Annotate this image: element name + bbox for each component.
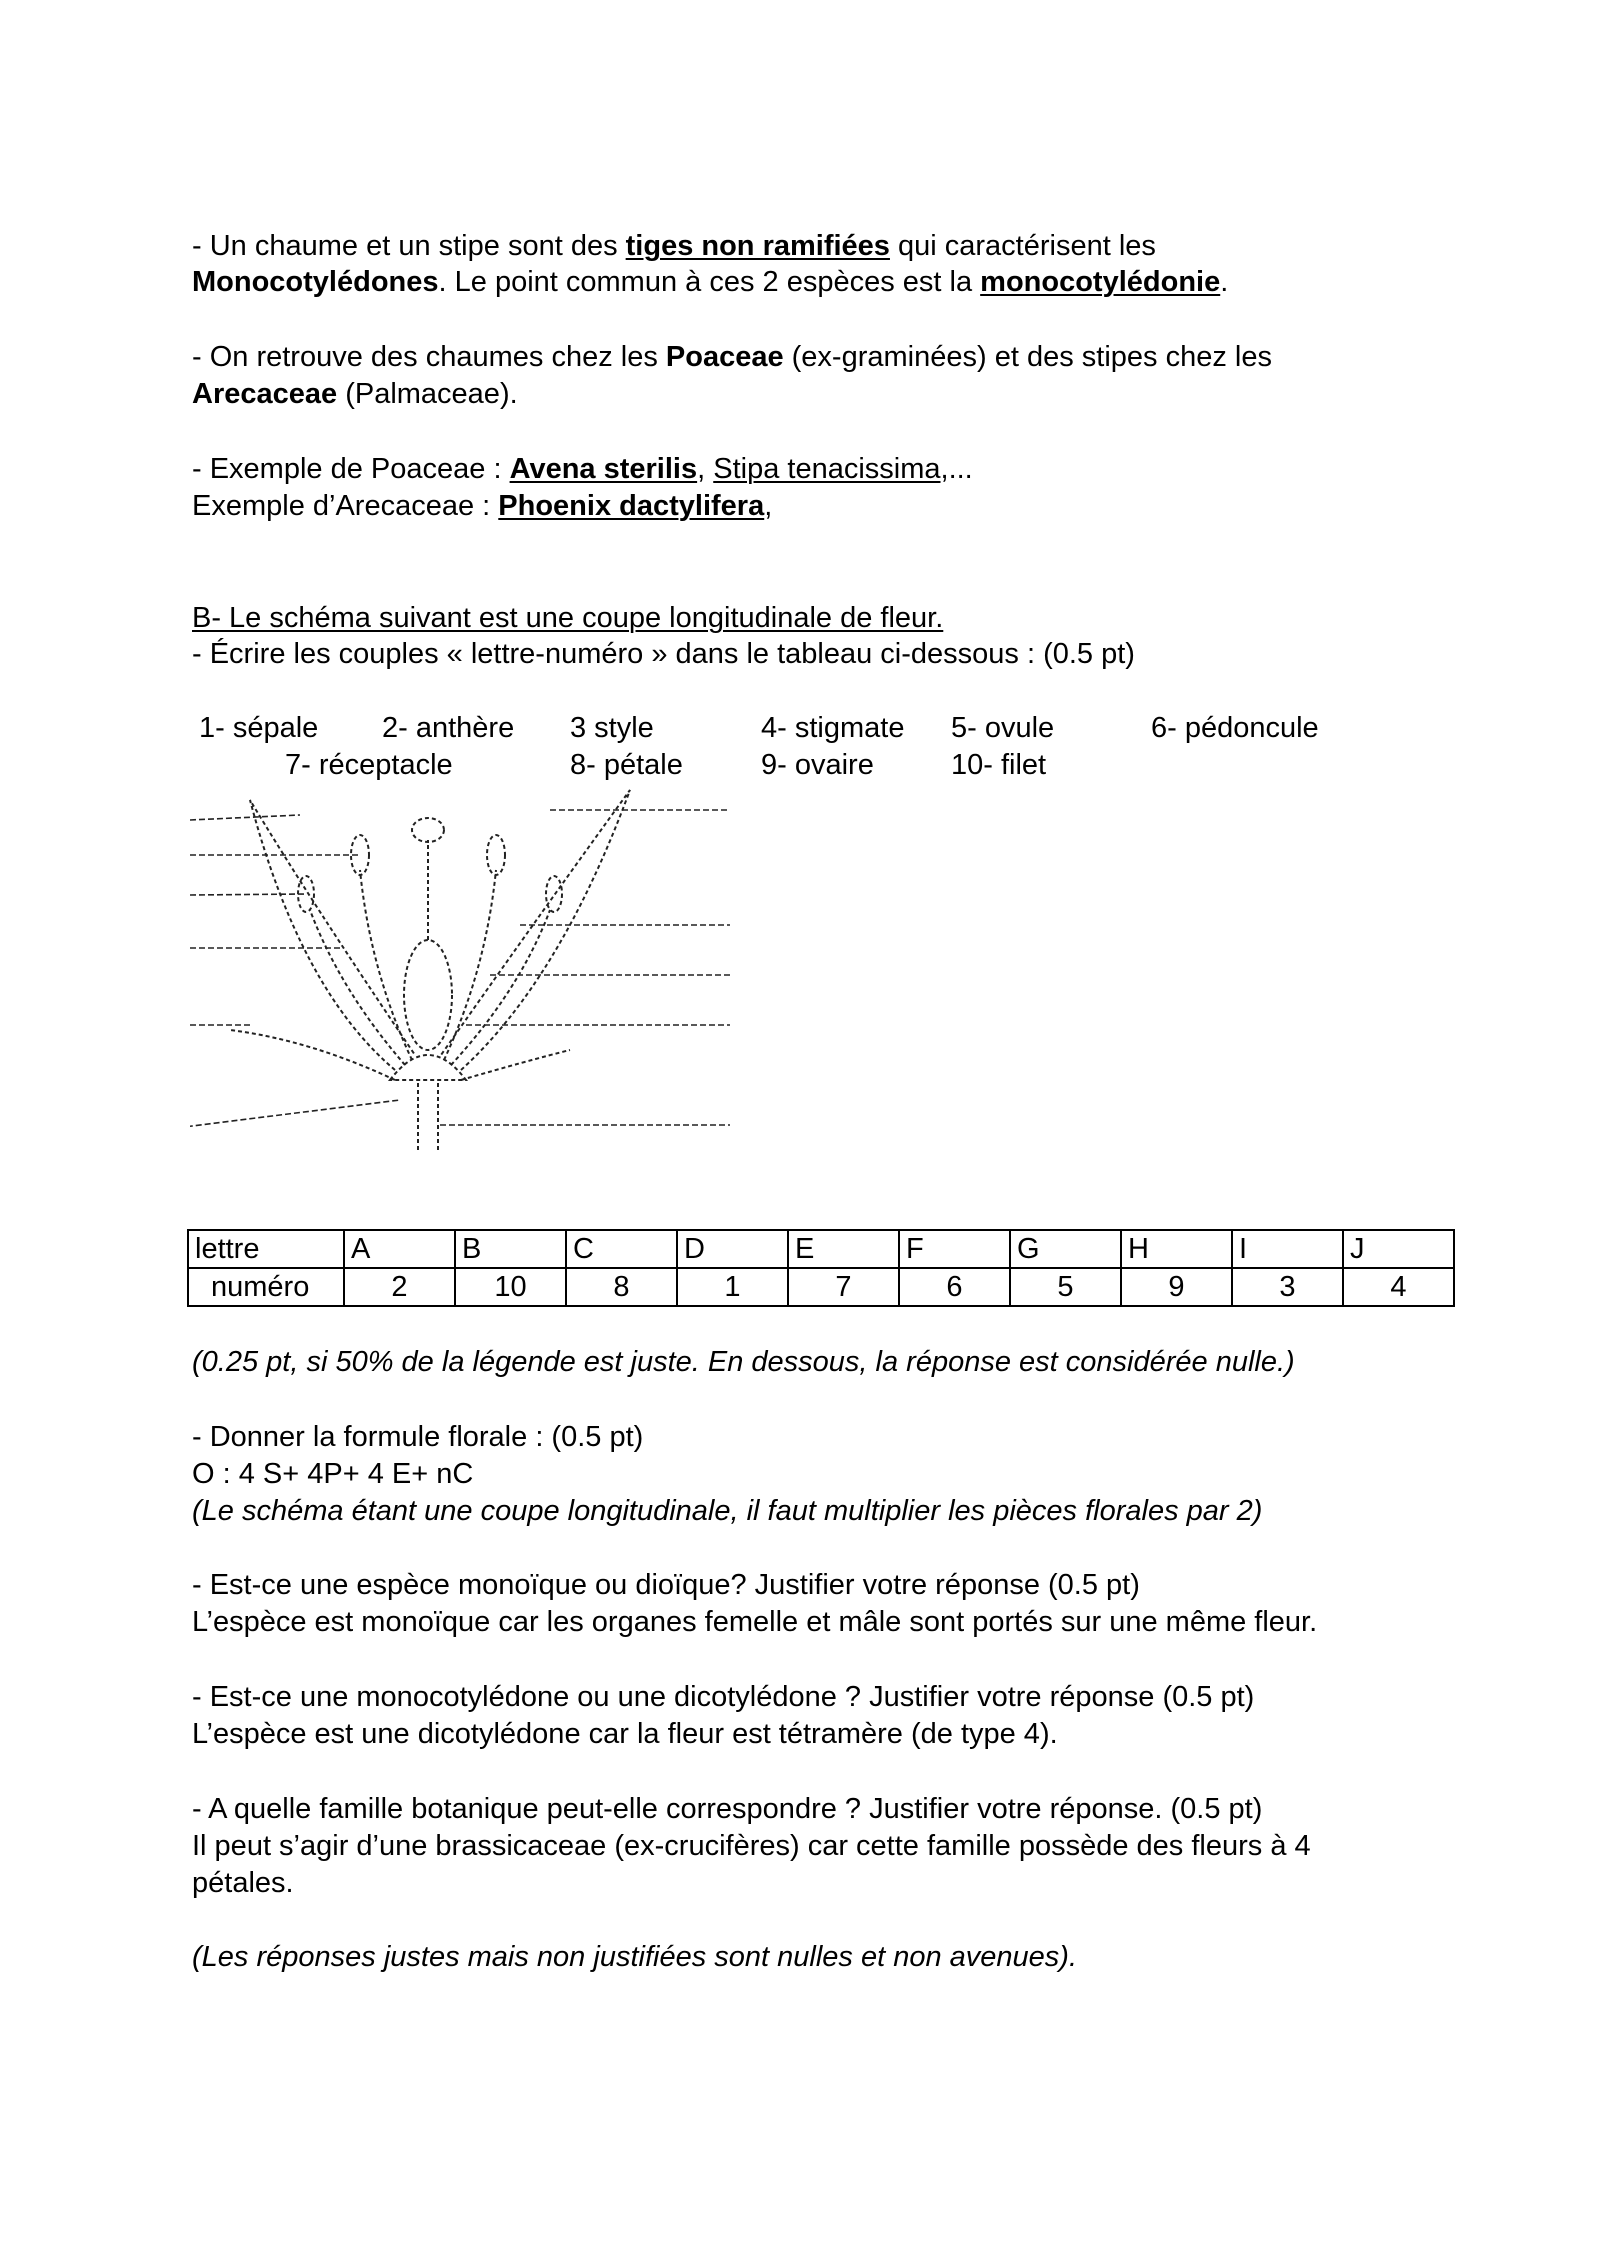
label-lines bbox=[190, 810, 730, 1130]
section-b-instruction: - Écrire les couples « lettre-numéro » dans le tableau ci-dessous : (0.5 pt) bbox=[192, 638, 1135, 670]
table-cell-letter: G bbox=[1010, 1230, 1121, 1268]
ovary bbox=[404, 940, 452, 1050]
final-note: (Les réponses justes mais non justifiées sont nulles et non avenues). bbox=[192, 1941, 1077, 1973]
table-row-header: lettre bbox=[188, 1230, 344, 1268]
table-cell-letter: J bbox=[1343, 1230, 1454, 1268]
intro-emphasis: tiges non ramifiées bbox=[625, 230, 890, 262]
grading-note: (0.25 pt, si 50% de la légende est juste. En dessous, la réponse est considérée nulle.) bbox=[192, 1346, 1295, 1378]
flower-section-diagram bbox=[190, 780, 790, 1160]
species-phoenix: Phoenix dactylifera bbox=[498, 490, 765, 522]
table-cell-letter: I bbox=[1232, 1230, 1343, 1268]
legend-item: 8- pétale bbox=[570, 749, 683, 781]
receptacle bbox=[390, 1055, 466, 1080]
cotyledon-question: - Est-ce une monocotylédone ou une dicotylédone ? Justifier votre réponse (0.5 pt) bbox=[192, 1681, 1255, 1713]
family-answer-line-2: pétales. bbox=[192, 1867, 294, 1899]
families-line-2 bbox=[192, 376, 1492, 413]
family-answer-line-1: Il peut s’agir d’une brassicaceae (ex-crucifères) car cette famille possède des fleurs à 4 bbox=[192, 1830, 1311, 1862]
table-cell-number: 8 bbox=[566, 1268, 677, 1306]
families-text: (ex-graminées) et des stipes chez les bbox=[783, 341, 1272, 373]
intro-text: - Un chaume et un stipe sont des bbox=[192, 230, 626, 262]
intro-line-1 bbox=[192, 228, 1492, 265]
table-cell-letter: E bbox=[788, 1230, 899, 1268]
pedicel bbox=[418, 1080, 438, 1150]
legend-item: 2- anthère bbox=[382, 712, 515, 744]
legend-item: 4- stigmate bbox=[761, 712, 905, 744]
formula-answer: O : 4 S+ 4P+ 4 E+ nC bbox=[192, 1458, 474, 1490]
examples-text: ,... bbox=[940, 453, 973, 485]
families-line-1 bbox=[192, 339, 1492, 376]
examples-text: Exemple d’Arecaceae : bbox=[192, 490, 499, 522]
species-avena: Avena sterilis bbox=[509, 453, 698, 485]
table-cell-number: 3 bbox=[1232, 1268, 1343, 1306]
monoecy-question: - Est-ce une espèce monoïque ou dioïque? Justifier votre réponse (0.5 pt) bbox=[192, 1569, 1140, 1601]
table-cell-letter: D bbox=[677, 1230, 788, 1268]
table-row-letters bbox=[188, 1230, 1454, 1268]
section-b-title-text: B- Le schéma suivant est une coupe longitudinale de fleur. bbox=[192, 602, 944, 634]
legend-item: 6- pédoncule bbox=[1151, 712, 1319, 744]
petal-left bbox=[250, 800, 415, 1070]
examples-text: , bbox=[697, 453, 714, 485]
monoecy-answer: L’espèce est monoïque car les organes femelle et mâle sont portés sur une même fleur. bbox=[192, 1606, 1318, 1638]
examples-text: - Exemple de Poaceae : bbox=[192, 453, 510, 485]
examples-line-2 bbox=[192, 488, 1492, 525]
table-cell-number: 10 bbox=[455, 1268, 566, 1306]
intro-text: . bbox=[1220, 266, 1229, 298]
table-cell-number: 5 bbox=[1010, 1268, 1121, 1306]
families-text: - On retrouve des chaumes chez les bbox=[192, 341, 666, 373]
table-cell-number: 2 bbox=[344, 1268, 455, 1306]
formula-question: - Donner la formule florale : (0.5 pt) bbox=[192, 1421, 644, 1453]
species-stipa: Stipa tenacissima bbox=[713, 453, 941, 485]
intro-text: . Le point commun à ces 2 espèces est la bbox=[438, 266, 981, 298]
legend-item: 7- réceptacle bbox=[285, 749, 453, 781]
table-row-header: numéro bbox=[188, 1268, 344, 1306]
intro-term: Monocotylédones bbox=[192, 266, 439, 298]
legend-item: 3 style bbox=[570, 712, 654, 744]
stamen-left bbox=[360, 870, 412, 1060]
table-cell-letter: B bbox=[455, 1230, 566, 1268]
letter-number-table bbox=[187, 1229, 1455, 1307]
examples-text: , bbox=[764, 490, 773, 522]
cotyledon-answer: L’espèce est une dicotylédone car la fleur est tétramère (de type 4). bbox=[192, 1718, 1058, 1750]
stamen-right bbox=[444, 870, 496, 1060]
table-cell-number: 4 bbox=[1343, 1268, 1454, 1306]
stamen-left-2 bbox=[310, 910, 405, 1065]
table-cell-letter: F bbox=[899, 1230, 1010, 1268]
table-cell-letter: C bbox=[566, 1230, 677, 1268]
section-b-title bbox=[192, 600, 1492, 637]
families-text: (Palmaceae). bbox=[337, 378, 518, 410]
anther-right-2 bbox=[546, 876, 562, 912]
table-row-numbers bbox=[188, 1268, 1454, 1306]
table-cell-number: 1 bbox=[677, 1268, 788, 1306]
table-cell-number: 6 bbox=[899, 1268, 1010, 1306]
legend-item: 10- filet bbox=[951, 749, 1047, 781]
legend bbox=[0, 710, 1600, 790]
family-term-arecaceae: Arecaceae bbox=[192, 378, 338, 410]
intro-line-2 bbox=[192, 264, 1492, 301]
examples-line-1 bbox=[192, 451, 1492, 488]
table-cell-number: 7 bbox=[788, 1268, 899, 1306]
table-cell-letter: H bbox=[1121, 1230, 1232, 1268]
family-term-poaceae: Poaceae bbox=[665, 341, 784, 373]
legend-item: 1- sépale bbox=[199, 712, 319, 744]
table-cell-letter: A bbox=[344, 1230, 455, 1268]
legend-item: 5- ovule bbox=[951, 712, 1055, 744]
intro-text: qui caractérisent les bbox=[889, 230, 1156, 262]
table-cell-number: 9 bbox=[1121, 1268, 1232, 1306]
stamen-right-2 bbox=[451, 910, 550, 1065]
intro-emphasis: monocotylédonie bbox=[980, 266, 1221, 298]
stigma bbox=[412, 818, 444, 842]
anther-right bbox=[487, 835, 505, 875]
family-question: - A quelle famille botanique peut-elle correspondre ? Justifier votre réponse. (0.5 pt) bbox=[192, 1793, 1263, 1825]
legend-item: 9- ovaire bbox=[761, 749, 874, 781]
sepal-left bbox=[230, 1030, 395, 1080]
formula-note: (Le schéma étant une coupe longitudinale, il faut multiplier les pièces florales par 2) bbox=[192, 1495, 1263, 1527]
petal-right bbox=[441, 790, 630, 1070]
